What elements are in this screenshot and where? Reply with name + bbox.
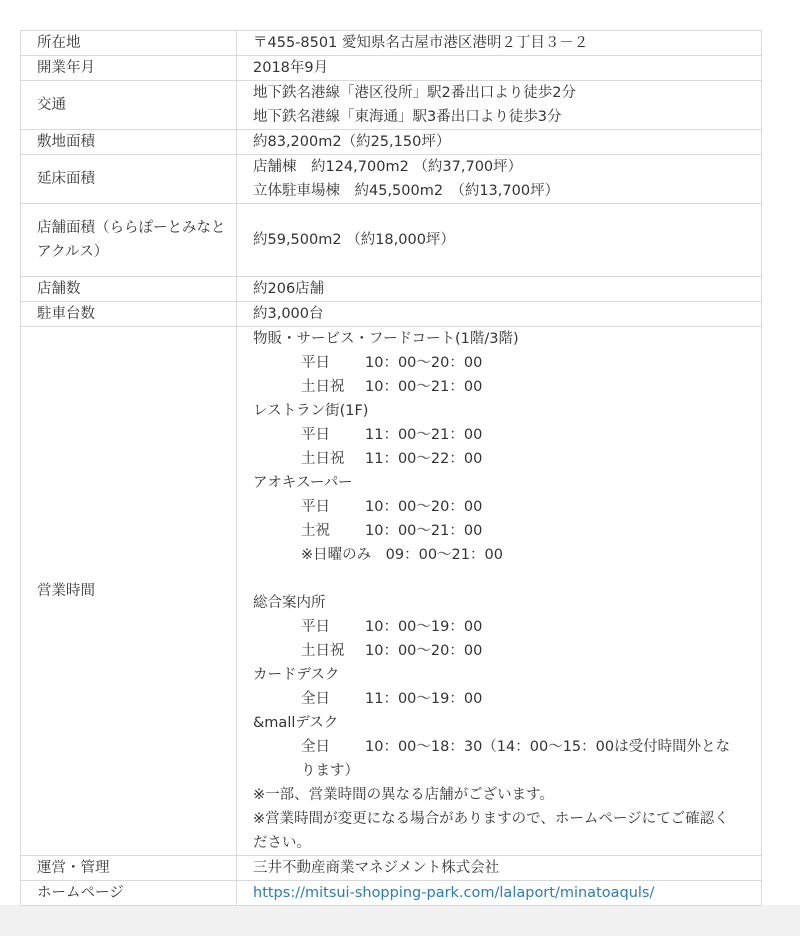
hours-day: 全日 — [301, 691, 330, 707]
hours-entry — [253, 615, 737, 639]
hours-time: 10：00～20：00 — [365, 499, 483, 515]
hours-entry — [253, 519, 737, 543]
hours-entry — [253, 375, 737, 399]
hours-section-title: レストラン街(1F) — [253, 403, 369, 419]
row-value: 約3,000台 — [237, 302, 762, 327]
row-label: 店舗数 — [21, 277, 237, 302]
hours-day: 全日 — [301, 739, 330, 755]
access-line: 地下鉄名港線「東海通」駅3番出口より徒歩3分 — [253, 109, 562, 125]
row-label: 駐車台数 — [21, 302, 237, 327]
hours-time: 10：00～19：00 — [365, 619, 483, 635]
row-location — [21, 31, 762, 56]
hours-entry — [253, 351, 737, 375]
floor-area-line: 立体駐車場棟 約45,500m2 （約13,700坪） — [253, 183, 560, 199]
hours-time: 11：00～22：00 — [365, 451, 483, 467]
row-value: 2018年9月 — [237, 56, 762, 81]
hours-day: 土祝 — [301, 523, 330, 539]
row-value — [237, 81, 762, 130]
hours-time: 11：00～21：00 — [365, 427, 483, 443]
row-value: 約83,200m2（約25,150坪） — [237, 130, 762, 155]
row-label: 交通 — [21, 81, 237, 130]
row-label: 開業年月 — [21, 56, 237, 81]
hours-time: 11：00～19：00 — [365, 691, 483, 707]
row-floor-area — [21, 155, 762, 204]
row-store-area — [21, 204, 762, 277]
row-label: ホームページ — [21, 881, 237, 906]
row-access — [21, 81, 762, 130]
row-hours — [21, 327, 762, 856]
hours-section-title: カードデスク — [253, 667, 340, 683]
hours-note: ※日曜のみ 09：00～21：00 — [301, 547, 503, 563]
hours-day: 平日 — [301, 619, 330, 635]
row-parking — [21, 302, 762, 327]
row-label: 敷地面積 — [21, 130, 237, 155]
access-line: 地下鉄名港線「港区役所」駅2番出口より徒歩2分 — [253, 85, 576, 101]
row-label: 運営・管理 — [21, 856, 237, 881]
hours-entry — [253, 447, 737, 471]
row-value: 約206店舗 — [237, 277, 762, 302]
row-value — [237, 327, 762, 856]
hours-day: 土日祝 — [301, 379, 345, 395]
hours-section-title: アオキスーパー — [253, 475, 353, 491]
row-store-count — [21, 277, 762, 302]
homepage-link[interactable]: https://mitsui-shopping-park.com/lalaport/minatoaquls/ — [253, 885, 655, 901]
hours-note: ※一部、営業時間の異なる店舗がございます。 — [253, 787, 554, 803]
row-value: 約59,500m2 （約18,000坪） — [237, 204, 762, 277]
hours-entry — [253, 423, 737, 447]
hours-entry — [253, 687, 737, 711]
hours-entry — [253, 495, 737, 519]
hours-time: 10：00～20：00 — [365, 355, 483, 371]
hours-section-title: 総合案内所 — [253, 595, 326, 611]
hours-day: 平日 — [301, 355, 330, 371]
hours-time: 10：00～21：00 — [365, 379, 483, 395]
hours-section-title: &mallデスク — [253, 715, 339, 731]
row-value — [237, 155, 762, 204]
hours-day: 平日 — [301, 427, 330, 443]
row-label: 営業時間 — [21, 327, 237, 856]
row-homepage — [21, 881, 762, 906]
hours-time: 10：00～18：30（14：00～15：00は受付時間外となります） — [301, 739, 731, 779]
hours-entry — [253, 639, 737, 663]
hours-section-title: 物販・サービス・フードコート(1階/3階) — [253, 331, 519, 347]
row-value: 三井不動産商業マネジメント株式会社 — [237, 856, 762, 881]
facility-info-table — [20, 30, 762, 906]
row-opening — [21, 56, 762, 81]
hours-day: 平日 — [301, 499, 330, 515]
row-value — [237, 881, 762, 906]
hours-entry — [253, 735, 737, 783]
row-label: 所在地 — [21, 31, 237, 56]
row-value: 〒455-8501 愛知県名古屋市港区港明２丁目３－２ — [237, 31, 762, 56]
hours-day: 土日祝 — [301, 643, 345, 659]
row-label: 店舗面積（ららぽーとみなとアクルス） — [21, 204, 237, 277]
hours-day: 土日祝 — [301, 451, 345, 467]
hours-time: 10：00～21：00 — [365, 523, 483, 539]
row-label: 延床面積 — [21, 155, 237, 204]
blank-line — [253, 567, 737, 591]
row-operator — [21, 856, 762, 881]
row-site-area — [21, 130, 762, 155]
hours-note: ※営業時間が変更になる場合がありますので、ホームページにてご確認ください。 — [253, 811, 729, 851]
floor-area-line: 店舗棟 約124,700m2 （約37,700坪） — [253, 159, 523, 175]
hours-time: 10：00～20：00 — [365, 643, 483, 659]
